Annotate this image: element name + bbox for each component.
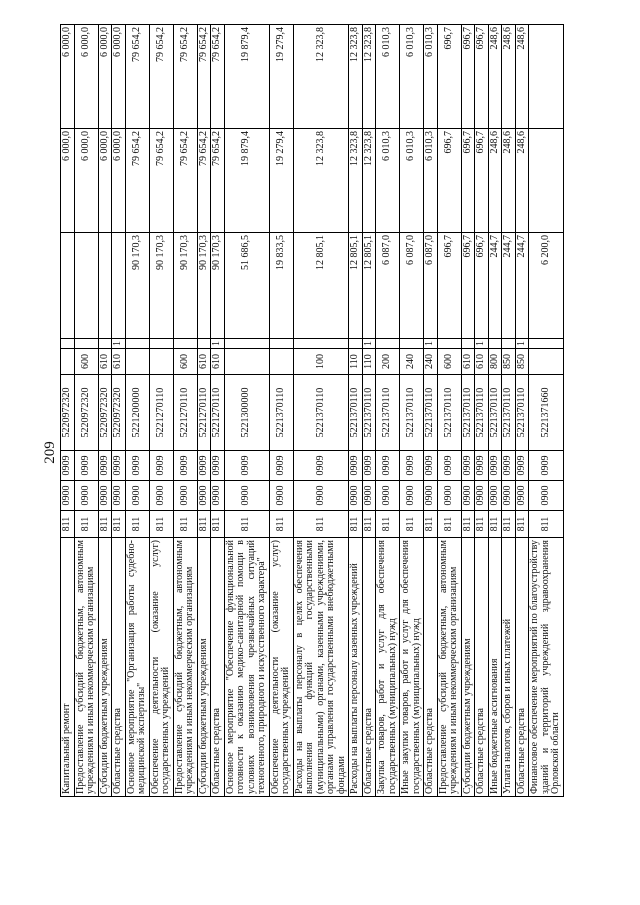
target-article-cell: 5221370110 bbox=[376, 375, 400, 451]
admin-code-cell: 811 bbox=[515, 511, 529, 538]
amount-year2-cell: 696,7 bbox=[461, 129, 475, 233]
amount-year1-cell: 244,7 bbox=[515, 233, 529, 339]
admin-code-cell: 811 bbox=[400, 511, 424, 538]
row-name-cell: Областные средства bbox=[424, 538, 438, 797]
subsection-code-cell: 0909 bbox=[98, 451, 112, 481]
expense-type-cell bbox=[125, 349, 149, 375]
section-code-cell: 0900 bbox=[197, 481, 211, 511]
source-flag-cell: 1 bbox=[362, 339, 376, 349]
expense-type-cell: 610 bbox=[112, 349, 126, 375]
row-name-cell: Закупка товаров, работ и услуг для обеспечения государственных (муниципальных) нужд bbox=[376, 538, 400, 797]
section-code-cell: 0900 bbox=[437, 481, 461, 511]
section-code-cell: 0900 bbox=[461, 481, 475, 511]
expense-type-cell: 110 bbox=[362, 349, 376, 375]
amount-year2-cell: 79 654,2 bbox=[211, 129, 225, 233]
section-code-cell: 0900 bbox=[293, 481, 349, 511]
amount-year2-cell: 696,7 bbox=[475, 129, 489, 233]
table-row bbox=[376, 25, 400, 797]
target-article-cell: 5221370110 bbox=[461, 375, 475, 451]
section-code-cell: 0900 bbox=[98, 481, 112, 511]
amount-year2-cell: 696,7 bbox=[437, 129, 461, 233]
section-code-cell: 0900 bbox=[362, 481, 376, 511]
expense-type-cell bbox=[149, 349, 173, 375]
target-article-cell: 5221270110 bbox=[197, 375, 211, 451]
table-row bbox=[61, 25, 75, 797]
section-code-cell: 0900 bbox=[515, 481, 529, 511]
target-article-cell: 5221270110 bbox=[173, 375, 197, 451]
target-article-cell: 5221370110 bbox=[488, 375, 502, 451]
expense-type-cell: 600 bbox=[437, 349, 461, 375]
subsection-code-cell: 0909 bbox=[475, 451, 489, 481]
admin-code-cell: 811 bbox=[293, 511, 349, 538]
amount-year1-cell bbox=[61, 233, 75, 339]
source-flag-cell bbox=[293, 339, 349, 349]
row-name-cell: Иные закупки товаров, работ и услуг для обеспечения государственных (муниципальных) нужд bbox=[400, 538, 424, 797]
target-article-cell: 5221370110 bbox=[502, 375, 516, 451]
amount-year1-cell: 6 087,0 bbox=[376, 233, 400, 339]
section-code-cell: 0900 bbox=[112, 481, 126, 511]
table-row bbox=[125, 25, 149, 797]
budget-table bbox=[60, 24, 564, 797]
amount-year2-cell: 248,6 bbox=[502, 129, 516, 233]
row-name-cell: Областные средства bbox=[475, 538, 489, 797]
amount-year1-cell: 90 170,3 bbox=[125, 233, 149, 339]
source-flag-cell: 1 bbox=[112, 339, 126, 349]
section-code-cell: 0900 bbox=[349, 481, 363, 511]
section-code-cell: 0900 bbox=[475, 481, 489, 511]
amount-year3-cell: 696,7 bbox=[437, 25, 461, 129]
amount-year1-cell: 12 805,1 bbox=[362, 233, 376, 339]
expense-type-cell: 600 bbox=[74, 349, 98, 375]
admin-code-cell: 811 bbox=[269, 511, 293, 538]
amount-year1-cell bbox=[98, 233, 112, 339]
amount-year3-cell: 19 879,4 bbox=[224, 25, 269, 129]
row-name-cell: Капитальный ремонт bbox=[61, 538, 75, 797]
amount-year3-cell: 6 010,3 bbox=[400, 25, 424, 129]
section-code-cell: 0900 bbox=[61, 481, 75, 511]
row-name-cell: Расходы на выплаты персоналу в целях обеспечения выполнения функций государственными (муниципальными) органами, казенными учреждениями, органами управления государственными внебюджетными фондами bbox=[293, 538, 349, 797]
admin-code-cell: 811 bbox=[197, 511, 211, 538]
subsection-code-cell: 0909 bbox=[488, 451, 502, 481]
table-row bbox=[149, 25, 173, 797]
admin-code-cell: 811 bbox=[173, 511, 197, 538]
source-flag-cell bbox=[400, 339, 424, 349]
section-code-cell: 0900 bbox=[173, 481, 197, 511]
admin-code-cell: 811 bbox=[74, 511, 98, 538]
subsection-code-cell: 0909 bbox=[437, 451, 461, 481]
target-article-cell: 5221270110 bbox=[211, 375, 225, 451]
subsection-code-cell: 0909 bbox=[125, 451, 149, 481]
admin-code-cell: 811 bbox=[125, 511, 149, 538]
amount-year2-cell: 6 010,3 bbox=[376, 129, 400, 233]
subsection-code-cell: 0909 bbox=[461, 451, 475, 481]
row-name-cell: Обеспечение деятельности (оказание услуг) государственных учреждений bbox=[149, 538, 173, 797]
subsection-code-cell: 0909 bbox=[269, 451, 293, 481]
table-row bbox=[112, 25, 126, 797]
amount-year3-cell: 79 654,2 bbox=[173, 25, 197, 129]
amount-year2-cell: 19 879,4 bbox=[224, 129, 269, 233]
expense-type-cell bbox=[61, 349, 75, 375]
expense-type-cell: 240 bbox=[424, 349, 438, 375]
amount-year2-cell: 6 010,3 bbox=[424, 129, 438, 233]
amount-year2-cell: 79 654,2 bbox=[125, 129, 149, 233]
row-name-cell: Основное мероприятие "Обеспечение функциональной готовности к оказанию медико-санитарной помощи в условиях возникновения чрезвычайных ситуаций техногенного, природного и искусственного характера" bbox=[224, 538, 269, 797]
expense-type-cell: 610 bbox=[475, 349, 489, 375]
table-row bbox=[488, 25, 502, 797]
amount-year2-cell: 6 000,0 bbox=[98, 129, 112, 233]
subsection-code-cell: 0909 bbox=[502, 451, 516, 481]
table-row bbox=[269, 25, 293, 797]
section-code-cell: 0900 bbox=[488, 481, 502, 511]
target-article-cell: 5221370110 bbox=[349, 375, 363, 451]
table-row bbox=[293, 25, 349, 797]
amount-year1-cell: 696,7 bbox=[461, 233, 475, 339]
section-code-cell: 0900 bbox=[502, 481, 516, 511]
admin-code-cell: 811 bbox=[502, 511, 516, 538]
amount-year1-cell: 6 087,0 bbox=[424, 233, 438, 339]
row-name-cell: Иные бюджетные ассигнования bbox=[488, 538, 502, 797]
row-name-cell: Областные средства bbox=[515, 538, 529, 797]
admin-code-cell: 811 bbox=[437, 511, 461, 538]
amount-year3-cell: 79 654,2 bbox=[125, 25, 149, 129]
row-name-cell: Обеспечение деятельности (оказание услуг) государственных учреждений bbox=[269, 538, 293, 797]
source-flag-cell bbox=[437, 339, 461, 349]
target-article-cell: 5221370110 bbox=[293, 375, 349, 451]
row-name-cell: Предоставление субсидий бюджетным, автономным учреждениям и иным некоммерческим организациям bbox=[173, 538, 197, 797]
amount-year3-cell: 6 000,0 bbox=[74, 25, 98, 129]
amount-year3-cell: 696,7 bbox=[461, 25, 475, 129]
amount-year3-cell: 248,6 bbox=[502, 25, 516, 129]
subsection-code-cell: 0909 bbox=[61, 451, 75, 481]
expense-type-cell bbox=[224, 349, 269, 375]
amount-year1-cell: 90 170,3 bbox=[173, 233, 197, 339]
target-article-cell: 5221371660 bbox=[529, 375, 564, 451]
subsection-code-cell: 0909 bbox=[293, 451, 349, 481]
target-article-cell: 5220972320 bbox=[61, 375, 75, 451]
row-name-cell: Областные средства bbox=[362, 538, 376, 797]
source-flag-cell bbox=[224, 339, 269, 349]
amount-year1-cell: 696,7 bbox=[475, 233, 489, 339]
amount-year3-cell: 6 000,0 bbox=[98, 25, 112, 129]
target-article-cell: 5221370110 bbox=[269, 375, 293, 451]
source-flag-cell bbox=[197, 339, 211, 349]
expense-type-cell: 610 bbox=[197, 349, 211, 375]
table-row bbox=[349, 25, 363, 797]
section-code-cell: 0900 bbox=[424, 481, 438, 511]
source-flag-cell: 1 bbox=[424, 339, 438, 349]
expense-type-cell: 610 bbox=[461, 349, 475, 375]
source-flag-cell bbox=[149, 339, 173, 349]
table-row bbox=[74, 25, 98, 797]
amount-year3-cell: 6 000,0 bbox=[61, 25, 75, 129]
section-code-cell: 0900 bbox=[529, 481, 564, 511]
amount-year1-cell: 696,7 bbox=[437, 233, 461, 339]
subsection-code-cell: 0909 bbox=[362, 451, 376, 481]
amount-year3-cell: 248,6 bbox=[488, 25, 502, 129]
page-number: 209 bbox=[42, 441, 58, 464]
subsection-code-cell: 0909 bbox=[149, 451, 173, 481]
table-row bbox=[515, 25, 529, 797]
section-code-cell: 0900 bbox=[269, 481, 293, 511]
table-row bbox=[400, 25, 424, 797]
expense-type-cell bbox=[269, 349, 293, 375]
amount-year2-cell: 6 010,3 bbox=[400, 129, 424, 233]
amount-year2-cell: 79 654,2 bbox=[173, 129, 197, 233]
row-name-cell: Предоставление субсидий бюджетным, автономным учреждениям и иным некоммерческим организациям bbox=[74, 538, 98, 797]
row-name-cell: Предоставление субсидий бюджетным, автономным учреждениям и иным некоммерческим организациям bbox=[437, 538, 461, 797]
amount-year3-cell: 19 279,4 bbox=[269, 25, 293, 129]
expense-type-cell: 100 bbox=[293, 349, 349, 375]
amount-year3-cell: 696,7 bbox=[475, 25, 489, 129]
admin-code-cell: 811 bbox=[488, 511, 502, 538]
table-row bbox=[98, 25, 112, 797]
admin-code-cell: 811 bbox=[61, 511, 75, 538]
amount-year1-cell: 90 170,3 bbox=[149, 233, 173, 339]
target-article-cell: 5221370110 bbox=[424, 375, 438, 451]
expense-type-cell: 800 bbox=[488, 349, 502, 375]
amount-year3-cell: 6 000,0 bbox=[112, 25, 126, 129]
admin-code-cell: 811 bbox=[461, 511, 475, 538]
subsection-code-cell: 0909 bbox=[400, 451, 424, 481]
table-row bbox=[424, 25, 438, 797]
source-flag-cell bbox=[125, 339, 149, 349]
amount-year2-cell: 6 000,0 bbox=[112, 129, 126, 233]
source-flag-cell bbox=[488, 339, 502, 349]
table-body bbox=[61, 25, 564, 797]
source-flag-cell bbox=[61, 339, 75, 349]
source-flag-cell: 1 bbox=[475, 339, 489, 349]
target-article-cell: 5221300000 bbox=[224, 375, 269, 451]
source-flag-cell: 1 bbox=[515, 339, 529, 349]
subsection-code-cell: 0909 bbox=[349, 451, 363, 481]
table-row bbox=[437, 25, 461, 797]
subsection-code-cell: 0909 bbox=[74, 451, 98, 481]
admin-code-cell: 811 bbox=[362, 511, 376, 538]
amount-year2-cell: 12 323,8 bbox=[293, 129, 349, 233]
row-name-cell: Областные средства bbox=[112, 538, 126, 797]
admin-code-cell: 811 bbox=[424, 511, 438, 538]
row-name-cell: Основное мероприятие "Организация работы судебно-медицинской экспертизы" bbox=[125, 538, 149, 797]
table-row bbox=[362, 25, 376, 797]
row-name-cell: Субсидии бюджетным учреждениям bbox=[98, 538, 112, 797]
subsection-code-cell: 0909 bbox=[515, 451, 529, 481]
expense-type-cell: 110 bbox=[349, 349, 363, 375]
amount-year3-cell: 6 010,3 bbox=[424, 25, 438, 129]
subsection-code-cell: 0909 bbox=[112, 451, 126, 481]
table-row bbox=[475, 25, 489, 797]
expense-type-cell: 850 bbox=[515, 349, 529, 375]
section-code-cell: 0900 bbox=[400, 481, 424, 511]
section-code-cell: 0900 bbox=[149, 481, 173, 511]
source-flag-cell bbox=[529, 339, 564, 349]
target-article-cell: 5220972320 bbox=[112, 375, 126, 451]
expense-type-cell bbox=[529, 349, 564, 375]
expense-type-cell: 240 bbox=[400, 349, 424, 375]
target-article-cell: 5221370110 bbox=[400, 375, 424, 451]
expense-type-cell: 850 bbox=[502, 349, 516, 375]
section-code-cell: 0900 bbox=[74, 481, 98, 511]
amount-year1-cell: 90 170,3 bbox=[211, 233, 225, 339]
admin-code-cell: 811 bbox=[349, 511, 363, 538]
source-flag-cell bbox=[269, 339, 293, 349]
source-flag-cell bbox=[502, 339, 516, 349]
admin-code-cell: 811 bbox=[149, 511, 173, 538]
amount-year2-cell: 12 323,8 bbox=[362, 129, 376, 233]
table-row bbox=[529, 25, 564, 797]
amount-year2-cell: 248,6 bbox=[515, 129, 529, 233]
amount-year1-cell: 19 833,5 bbox=[269, 233, 293, 339]
subsection-code-cell: 0909 bbox=[173, 451, 197, 481]
amount-year2-cell: 79 654,2 bbox=[197, 129, 211, 233]
expense-type-cell: 610 bbox=[211, 349, 225, 375]
admin-code-cell: 811 bbox=[224, 511, 269, 538]
amount-year1-cell: 6 200,0 bbox=[529, 233, 564, 339]
target-article-cell: 5220972320 bbox=[98, 375, 112, 451]
amount-year3-cell: 6 010,3 bbox=[376, 25, 400, 129]
amount-year1-cell bbox=[74, 233, 98, 339]
amount-year3-cell: 79 654,2 bbox=[211, 25, 225, 129]
amount-year2-cell: 19 279,4 bbox=[269, 129, 293, 233]
admin-code-cell: 811 bbox=[475, 511, 489, 538]
table-row bbox=[461, 25, 475, 797]
source-flag-cell bbox=[461, 339, 475, 349]
row-name-cell: Субсидии бюджетным учреждениям bbox=[461, 538, 475, 797]
target-article-cell: 5221370110 bbox=[437, 375, 461, 451]
amount-year3-cell: 79 654,2 bbox=[197, 25, 211, 129]
target-article-cell: 5221370110 bbox=[475, 375, 489, 451]
amount-year2-cell: 6 000,0 bbox=[74, 129, 98, 233]
target-article-cell: 5220972320 bbox=[74, 375, 98, 451]
section-code-cell: 0900 bbox=[224, 481, 269, 511]
admin-code-cell: 811 bbox=[529, 511, 564, 538]
table-row bbox=[502, 25, 516, 797]
row-name-cell: Расходы на выплаты персоналу казенных учреждений bbox=[349, 538, 363, 797]
amount-year1-cell: 90 170,3 bbox=[197, 233, 211, 339]
table-row bbox=[173, 25, 197, 797]
amount-year1-cell: 244,7 bbox=[488, 233, 502, 339]
amount-year3-cell: 79 654,2 bbox=[149, 25, 173, 129]
amount-year3-cell: 12 323,8 bbox=[362, 25, 376, 129]
row-name-cell: Областные средства bbox=[211, 538, 225, 797]
amount-year1-cell bbox=[112, 233, 126, 339]
amount-year3-cell: 12 323,8 bbox=[349, 25, 363, 129]
subsection-code-cell: 0909 bbox=[529, 451, 564, 481]
subsection-code-cell: 0909 bbox=[211, 451, 225, 481]
amount-year2-cell bbox=[529, 129, 564, 233]
amount-year3-cell bbox=[529, 25, 564, 129]
table-row bbox=[211, 25, 225, 797]
source-flag-cell bbox=[349, 339, 363, 349]
admin-code-cell: 811 bbox=[376, 511, 400, 538]
source-flag-cell: 1 bbox=[211, 339, 225, 349]
amount-year3-cell: 248,6 bbox=[515, 25, 529, 129]
section-code-cell: 0900 bbox=[125, 481, 149, 511]
table-row bbox=[197, 25, 211, 797]
target-article-cell: 5221370110 bbox=[362, 375, 376, 451]
expense-type-cell: 200 bbox=[376, 349, 400, 375]
expense-type-cell: 610 bbox=[98, 349, 112, 375]
amount-year2-cell: 248,6 bbox=[488, 129, 502, 233]
amount-year2-cell: 79 654,2 bbox=[149, 129, 173, 233]
row-name-cell: Финансовое обеспечение мероприятий по благоустройству зданий и территорий учреждений здравоохранения Орловской области bbox=[529, 538, 564, 797]
admin-code-cell: 811 bbox=[112, 511, 126, 538]
amount-year1-cell: 6 087,0 bbox=[400, 233, 424, 339]
row-name-cell: Субсидии бюджетным учреждениям bbox=[197, 538, 211, 797]
row-name-cell: Уплата налогов, сборов и иных платежей bbox=[502, 538, 516, 797]
source-flag-cell bbox=[74, 339, 98, 349]
source-flag-cell bbox=[98, 339, 112, 349]
source-flag-cell bbox=[173, 339, 197, 349]
amount-year2-cell: 6 000,0 bbox=[61, 129, 75, 233]
subsection-code-cell: 0909 bbox=[376, 451, 400, 481]
amount-year1-cell: 51 686,5 bbox=[224, 233, 269, 339]
subsection-code-cell: 0909 bbox=[224, 451, 269, 481]
amount-year1-cell: 12 805,1 bbox=[293, 233, 349, 339]
source-flag-cell bbox=[376, 339, 400, 349]
admin-code-cell: 811 bbox=[98, 511, 112, 538]
expense-type-cell: 600 bbox=[173, 349, 197, 375]
target-article-cell: 5221370110 bbox=[515, 375, 529, 451]
subsection-code-cell: 0909 bbox=[197, 451, 211, 481]
table-row bbox=[224, 25, 269, 797]
subsection-code-cell: 0909 bbox=[424, 451, 438, 481]
amount-year2-cell: 12 323,8 bbox=[349, 129, 363, 233]
amount-year1-cell: 12 805,1 bbox=[349, 233, 363, 339]
section-code-cell: 0900 bbox=[211, 481, 225, 511]
admin-code-cell: 811 bbox=[211, 511, 225, 538]
section-code-cell: 0900 bbox=[376, 481, 400, 511]
target-article-cell: 5221270110 bbox=[149, 375, 173, 451]
amount-year3-cell: 12 323,8 bbox=[293, 25, 349, 129]
target-article-cell: 5221200000 bbox=[125, 375, 149, 451]
amount-year1-cell: 244,7 bbox=[502, 233, 516, 339]
